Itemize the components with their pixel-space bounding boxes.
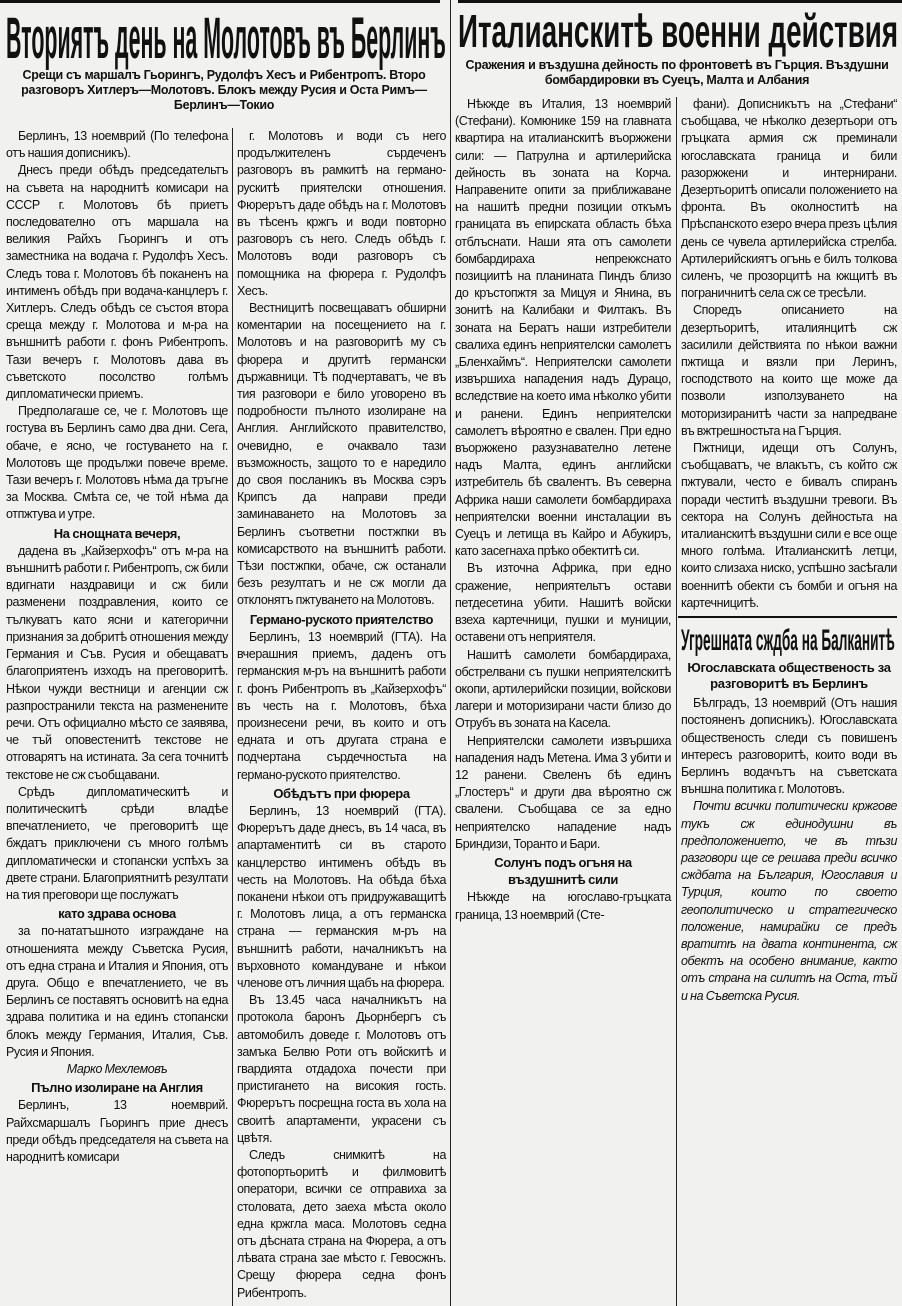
paragraph: Берлинъ, 13 ноемврий (По телефона отъ нашия дописникъ). <box>6 129 228 161</box>
paragraph: Пжтници, идещи отъ Солунъ, съобщаватъ, че влакътъ, съ който сж пжтували, често е бивалъ спиранъ поради честитѣ въздушни тревоги. Въ сектора на Солунъ дейностьта на италианскитѣ въздушни сили е все още много голѣма. Италианскитѣ летци, които слизаха ниско, успѣшно засѣгали военнитѣ обекти съ бомби и огъня на картечницитѣ. <box>681 441 897 610</box>
section-heading: като здрава основа <box>58 906 176 922</box>
paragraph: фани). Дописникътъ на „Стефани“ съобщава, че нѣколко дезертьори отъ гръцката армия сж преминали югославската граница и били разоржжени и интернирани. Дезертьоритѣ описали положението на фронта. Въ околноститѣ на Прѣспанското езеро вчера презъ цѣлия день се чувела артилерийска стрелба. Артилерийскиятъ огънь е билъ толкова силенъ, че прозорцитѣ на кжщитѣ въ пограничнитѣ села сж се тресѣли. <box>681 97 897 301</box>
section-heading: Обѣдътъ при фюрера <box>273 785 410 801</box>
paragraph: за по-нататъшното изграждане на отношенията между Съветска Русия, отъ една страна и Италия и Япония, отъ друга. Общо е впечатлението, че въ Берлинъ се поставятъ основитѣ на една здрава политика и на единъ стопански блокъ между Германия, Италия, Съв. Русия и Япония. <box>6 924 228 1059</box>
column-divider <box>676 97 677 1306</box>
right-article-column-1 <box>455 96 671 924</box>
left-article-column-1 <box>6 128 228 1166</box>
balkans-subheadline: Югославската общественость за разговоритѣ въ Берлинъ <box>687 660 891 692</box>
left-headline: Вториятъ день на Молотовъ въ Берлинъ <box>6 6 446 71</box>
column-divider <box>450 0 451 1306</box>
right-column-stack <box>681 96 897 1005</box>
section-heading: Германо-руското приятелство <box>249 611 434 627</box>
paragraph: Нѣкжде на югославо-гръцката граница, 13 ноемврий (Сте- <box>455 890 671 922</box>
paragraph: Въ 13.45 часа началникътъ на протокола баронъ Дьорнбергъ съ автомобилъ доведе г. Молотовъ отъ замъка Белвю Роти отъ войскитѣ и гвардията отдадоха почести при пристигането на високия гость. Фюрерътъ посрещна госта въ хола на своитѣ апартаменти, украсени съ цвѣтя. <box>237 993 446 1145</box>
top-rule <box>458 0 902 3</box>
section-heading: Пълно изолиране на Англия <box>31 1080 203 1096</box>
paragraph: Берлинъ, 13 ноемврий (ГТА). На вчерашния приемъ, даденъ отъ германския м-ръ на външнитѣ работи г. фонъ Рибентропъ въ „Кайзерхофъ“ въ честь на г. Молотовъ, бѣха произнесени речи, въ които и отъ едната и отъ другата страна е подчертана сърдечностьта на германо-руското приятелство. <box>237 629 446 782</box>
paragraph: Днесъ преди обѣдъ председательтъ на съвета на народнитѣ комисари на СССР г. Молотовъ бѣ приетъ последователно отъ маршала на великия Райхъ Гьорингъ и отъ заместника на водача г. Рудолфъ Хесъ. Следъ това г. Молотовъ бѣ поканенъ на интименъ обѣдъ при водача-канцлеръ г. Хитлеръ. Следъ обѣдъ се състоя втора среща между г. Молотова и м-ра на външнитѣ работи г. фонъ Рибентропъ. Тази вечеръ г. Молотовъ дава въ съветското посолство голѣмъ дипломатически приемъ. <box>6 163 228 402</box>
left-subheadline: Срещи съ маршалъ Гьорингъ, Рудолфъ Хесъ и Рибентропъ. Второ разговоръ Хитлеръ—Молотовъ. Блокъ между Русия и Оста Римъ—Берлинъ—Токио <box>21 68 427 112</box>
paragraph: Неприятелски самолети извършиха нападения надъ Метена. Има 3 убити и 12 ранени. Свеленъ бѣ единъ „Глостеръ“ и други два вѣроятно сж свалени. Съобщава се за едно неприятелско нападение надъ Бриндизи, Торанто и Бари. <box>455 733 671 851</box>
paragraph: Срѣдъ дипломатическитѣ и политическитѣ срѣди владѣе впечатлението, че преговоритѣ ще бждатъ приключени съ много голѣмъ дипломатически и стопански успѣхъ за двете страни. Благоприятнитѣ резултати на тия преговори ще послужатъ <box>6 784 228 902</box>
balkans-headline: Угрешната сждба на Балканитѣ <box>681 624 895 658</box>
paragraph: Вестницитѣ посвещаватъ обширни коментарии на посещението на г. Молотовъ и на разговоритѣ му съ фюрера и другитѣ германски държавници. Тѣ подчертаватъ, че въ тия разговори е било уговорено въ подробности пълното изолиране на Англия. Английското правителство, очевидно, е очаквало тази възможность, защото то е наредило до своя посланикъ въ Москва сэръ Крипсъ да направи преди заминаването на Молотовъ за Берлинъ съответни постжпки въ комисарството на външнитѣ работи. Тѣзи постжпки, обаче, сж останали безъ резултатъ и не сж могли да отклонятъ пжтуването на Молотовъ. <box>237 301 446 608</box>
right-article-column-2 <box>681 96 897 612</box>
top-rule <box>0 0 440 3</box>
paragraph: Берлинъ, 13 ноемврий. Райхсмаршалъ Гьорингъ прие днесъ преди обѣдъ председателя на съвета на народнитѣ комисари <box>6 1098 228 1164</box>
balkans-headline-wrap <box>681 626 897 656</box>
right-subheadline: Сражения и въздушна дейность по фронтоветѣ въ Гърция. Въздушни бомбардировки въ Суецъ, Малта и Албания <box>465 58 889 87</box>
section-heading: Солунъ подъ огъня на въздушнитѣ сили <box>494 854 632 888</box>
right-headline: Италианскитѣ военни действия <box>458 5 899 57</box>
paragraph: Бѣлградъ, 13 ноемврий (Отъ нашия постояненъ дописникъ). Югославската общественость следи съ повишенъ интересъ разговоритѣ, които води въ Берлинъ водачътъ на съветската външна политика г. Молотовъ. <box>681 696 897 797</box>
section-heading: На снощната вечеря, <box>53 525 181 541</box>
paragraph: г. Молотовъ и води съ него продължителенъ сърдеченъ разговоръ въ рамкитѣ на германо-рускитѣ приятелски отношения. Фюрерътъ даде обѣдъ на г. Молотовъ въ тѣсенъ кржгъ и води повторно разговоръ съ него. Следъ обѣдъ г. Молотовъ води разговоръ съ помощника на фюрера г. Рудолфъ Хесъ. <box>237 129 446 298</box>
paragraph: Предполагаше се, че г. Молотовъ ще гостува въ Берлинъ само два дни. Сега, обаче, е ясно, че гостуването на г. Молотовъ ще продължи повече време. Тази вечеръ г. Молотовъ нѣма да тръгне за Москва. Смѣта се, че той нѣма да отпжтува и утре. <box>6 404 228 522</box>
paragraph: Нѣкжде въ Италия, 13 ноемврий (Стефани). Комюнике 159 на главната квартира на италианскитѣ въоржжени сили: — Патрулна и артилерийска дейность въ зоната на Корча. Направените опити за приближаване на нашитѣ предни позиции откъмъ границата въ епирската область бѣха отблъснати. Наши ята отъ самолети бомбардираха непрекжснато позициитѣ на планината Пиндъ близо до кръстопжтя за Мицуя и Янина, въ зонитѣ на Калибаки и Филтакъ. Въ зоната на Бератъ наши изтребители свалиха единъ неприятелски самолетъ „Бленхаймъ“. Неприятелски самолети извършиха нападения надъ Дурацо, вследствие на което има нѣколко убити и ранени. Единъ неприятелски самолетъ вѣроятно е свален. При едно въоржжено разузнавателно летене надъ Малта, единъ английски изтребитель бѣ свалентъ. Въ северна Африка наши самолети бомбардираха неприятелски военни инсталации въ Суецъ и летища въ Кайро и Абукиръ, като засегнаха прѣко обектитѣ си. <box>455 97 671 559</box>
section-rule <box>678 616 897 618</box>
paragraph: Споредъ описанието на дезертьоритѣ, италиянцитѣ сж засилили действията по нѣкои важни пжтища и вязли при Леринъ, господството на които ще може да позволи използуването на моторизиранитѣ части за напредване въ вжтрешностьта на Гърция. <box>681 303 897 438</box>
balkans-article-body <box>681 695 897 1005</box>
column-divider <box>232 128 233 1306</box>
paragraph: дадена въ „Кайзерхофъ“ отъ м-ра на външнитѣ работи г. Рибентропъ, сж били вдигнати наздравици и сж били разменени поздравления, които се тълкуватъ като ясни и категорични признания за добритѣ отношения между Германия и Съв. Русия и обещаватъ благоприятенъ изходъ на преговоритѣ. Нѣкои чужди вестници и агенции сж разпространили текста на разменените речи. Отъ официално мѣсто се заявява, че тъй оповестенитѣ текстове не отговарятъ на истината. За сега точнитѣ текстове не сж съобщавани. <box>6 543 228 782</box>
paragraph: Почти всички политически кржгове тукъ сж единодушни въ предположението, че въ тѣзи разговори ще се решава преди всичко сждбата на България, Югославия и Турция, които по своето геополитическо и стратегическо положение, намирайки се предъ вратитѣ на двата континента, сж обектъ на особено внимание, както отъ страна на силитѣ на Оста, тъй и на Съветска Русия. <box>681 799 897 1003</box>
paragraph: Берлинъ, 13 ноемврий (ГТА). Фюрерътъ даде днесъ, въ 14 часа, въ апартаментитѣ си въ старото канцлерство интименъ обѣдъ въ честь на Молотовъ. На обѣда бѣха поканени нѣкои отъ придружаващитѣ г. Молотовъ лица, а отъ германска страна — германския м-ръ на външнитѣ работи, началникътъ на върховното командуване и нѣкои членове отъ личния щабъ на фюрера. <box>237 803 446 990</box>
paragraph: Нашитѣ самолети бомбардираха, обстрелвани съ пушки неприятелскитѣ окопи, артилерийски позиции, войскови лагери и моторизирани части близо до Отрубъ въ зоната на Касела. <box>455 647 671 731</box>
left-article-column-2 <box>237 128 446 1302</box>
paragraph: Следъ снимкитѣ на фотопортьоритѣ и филмовитѣ оператори, всички се отправиха за столовата, дето заеха мѣста около една кржгла маса. Молотовъ седна отъ дѣсната страна на Фюрера, а отъ лѣвата страна зае мѣсто г. Гевосжнъ. Срещу фюрера седна фонъ Рибентропъ. <box>237 1147 446 1300</box>
paragraph: Въ източна Африка, при едно сражение, неприятельтъ остави петдесетина убити. Нашитѣ войски взеха картечници, пушки и муниции, оставени отъ неприятеля. <box>455 561 671 645</box>
author-signature: Марко Мехлемовъ <box>66 1061 168 1076</box>
